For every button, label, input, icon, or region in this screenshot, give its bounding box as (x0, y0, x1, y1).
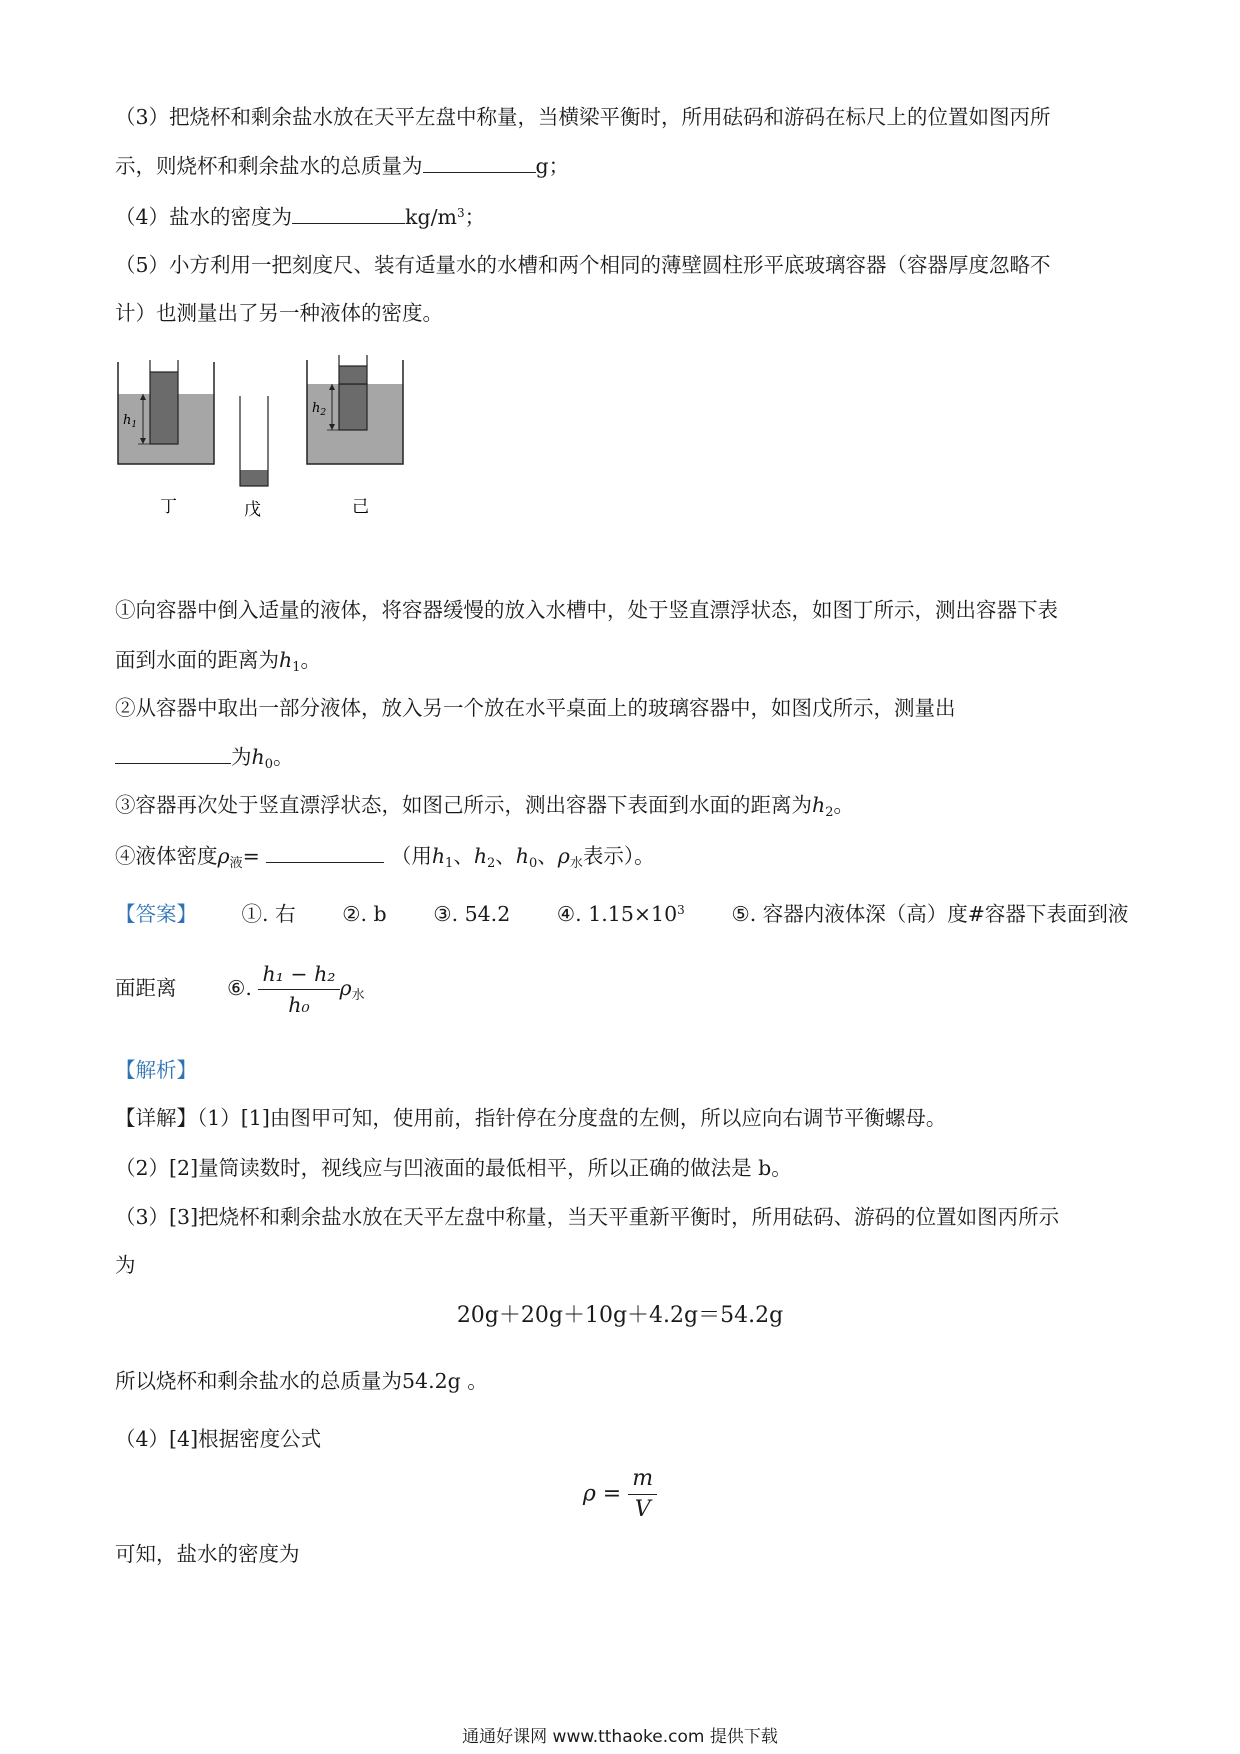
step-1-line-1: ①向容器中倒入适量的液体，将容器缓慢的放入水槽中，处于竖直漂浮状态，如图丁所示，测出容器下表 (115, 598, 1058, 622)
answer-line-1: 【答案】 ①. 右 ②. b ③. 54.2 ④. $1.15\times 10^3$ ⑤. 容器内液体深（高）度#容器下表面到液 (115, 902, 1129, 926)
equation-mass-sum: 20g＋20g＋10g＋4.2g＝54.2g (456, 1303, 784, 1328)
q3-line-2: 示，则烧杯和剩余盐水的总质量为 g； (115, 150, 569, 181)
step-3-line: ③容器再次处于竖直漂浮状态，如图己所示，测出容器下表面到水面的距离为$h_2$。 (115, 793, 854, 820)
h1-label: $h_1$ (123, 413, 138, 430)
figure-label-ding: 丁 (160, 497, 177, 517)
h2-label: $h_2$ (312, 401, 327, 418)
ji-tube (339, 384, 367, 430)
q4-line: （4）盐水的密度为 $kg/m^3$； (115, 198, 485, 232)
analysis-p4: 所以烧杯和剩余盐水的总质量为54.2g 。 (115, 1369, 488, 1393)
answer-line-2: 面距离 ⑥. $\frac{\text{h₁ − h₂}}{\text{h₀}}$ $\rho_水$ (115, 962, 365, 1017)
figure-wu (240, 396, 268, 486)
figure-containers (110, 352, 420, 530)
analysis-p3-line-2: 为 (115, 1253, 136, 1277)
footer-source: 通通好课网 www.tthaoke.com 提供下载 (462, 1727, 778, 1747)
q3-answer-blank[interactable] (423, 150, 536, 173)
analysis-p6: 可知，盐水的密度为 (115, 1542, 300, 1566)
analysis-p3-line-1: （3）[3]把烧杯和剩余盐水放在天平左盘中称量，当天平重新平衡时，所用砝码、游码的位置如图丙所示 (115, 1205, 1060, 1229)
step-2-answer-blank[interactable] (115, 741, 231, 764)
figure-label-wu: 戊 (244, 500, 261, 520)
figure-ding (118, 360, 214, 464)
analysis-p5: （4）[4]根据密度公式 (115, 1427, 322, 1451)
step-2-line-1: ②从容器中取出一部分液体，放入另一个放在水平桌面上的玻璃容器中，如图戊所示，测量出 (115, 696, 956, 720)
step-4-answer-blank[interactable] (266, 840, 384, 863)
q4-answer-blank[interactable] (292, 201, 405, 224)
answer-tag: 【答案】 (115, 902, 197, 926)
analysis-p2: （2）[2]量筒读数时，视线应与凹液面的最低相平，所以正确的做法是 b。 (115, 1156, 792, 1180)
analysis-tag: 【解析】 (115, 1058, 197, 1082)
answer-6-fraction: $\frac{\text{h₁ − h₂}}{\text{h₀}}$ (258, 961, 339, 1018)
equation-density: ρ = $\frac{m}{V}$ (0, 1466, 1240, 1523)
analysis-p1: 【详解】（1）[1]由图甲可知，使用前，指针停在分度盘的左侧，所以应向右调节平衡螺母。 (115, 1106, 947, 1130)
q5-line-2: 计）也测量出了另一种液体的密度。 (115, 301, 443, 325)
ding-tube (150, 372, 178, 444)
step-4-line: ④液体密度$\rho_液=$ （用$h_1$、$h_2$、$h_0$、$\rho_水$表示）。 (115, 840, 655, 879)
figure-label-ji: 己 (352, 497, 369, 517)
figure-ji (307, 355, 403, 464)
wu-liquid (240, 470, 268, 486)
step-1-line-2: 面到水面的距离为$h_1$。 (115, 648, 321, 675)
q3-line-1: （3）把烧杯和剩余盐水放在天平左盘中称量，当横梁平衡时，所用砝码和游码在标尺上的位置如图丙所 (115, 105, 1051, 129)
q5-line-1: （5）小方利用一把刻度尺、装有适量水的水槽和两个相同的薄壁圆柱形平底玻璃容器（容器厚度忽略不 (115, 253, 1051, 277)
step-2-line-2: 为$h_0$。 (115, 741, 293, 780)
